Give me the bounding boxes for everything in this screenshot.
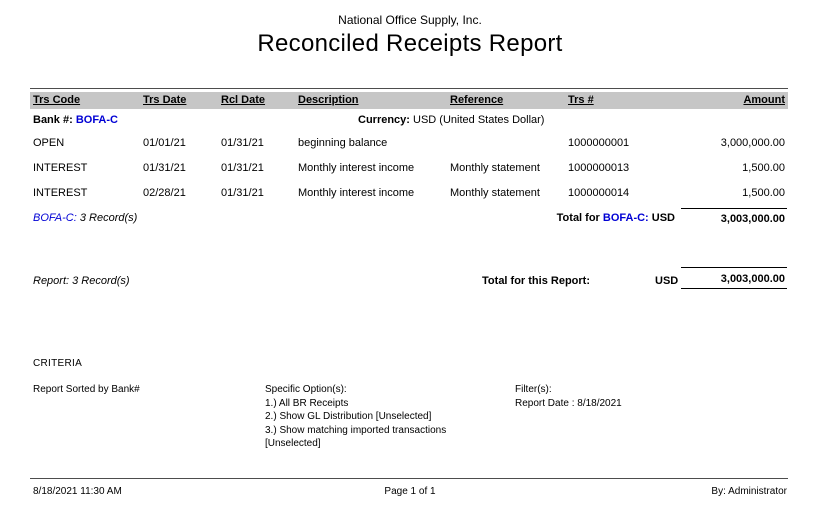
currency-block — [358, 114, 544, 126]
footer-datetime: 8/18/2021 11:30 AM — [33, 486, 122, 497]
cell-reference — [447, 137, 565, 149]
cell-amount: 1,500.00 — [742, 187, 785, 199]
cell-description: Monthly interest income — [298, 187, 415, 199]
report-total-label: Total for this Report: — [482, 275, 590, 287]
criteria-option-line: 2.) Show GL Distribution [Unselected] — [265, 411, 432, 422]
table-header-row — [30, 92, 788, 109]
group-total-prefix: Total for — [556, 212, 603, 224]
cell-rcl-date: 01/31/21 — [221, 187, 264, 199]
report-total-currency: USD — [655, 275, 679, 287]
cell-trs-num: 1000000014 — [568, 187, 630, 199]
header-description: Description — [298, 94, 359, 106]
header-amount: Amount — [743, 94, 785, 106]
cell-trs-num: 1000000001 — [568, 137, 630, 149]
header-rcl-date: Rcl Date — [221, 94, 266, 106]
bank-group-footer — [0, 208, 820, 234]
report-record-count: Report: 3 Record(s) — [33, 275, 130, 287]
footer-generated-by: By: Administrator — [711, 486, 787, 497]
group-bank-code-link[interactable]: BOFA-C: — [33, 212, 77, 224]
group-total-label — [557, 212, 675, 224]
table-row — [30, 162, 788, 174]
group-records-text: 3 Record(s) — [79, 212, 138, 224]
bank-label: Bank #: — [33, 114, 73, 126]
cell-trs-date: 01/01/21 — [143, 137, 186, 149]
table-row — [30, 137, 788, 149]
criteria-sorted-by: Report Sorted by Bank# — [33, 384, 140, 395]
cell-rcl-date: 01/31/21 — [221, 137, 264, 149]
cell-trs-code: OPEN — [33, 137, 65, 149]
report-total-amount: 3,003,000.00 — [681, 267, 787, 289]
criteria-option-line: 1.) All BR Receipts — [265, 397, 349, 409]
cell-reference: Monthly statement — [450, 187, 540, 199]
cell-amount: 3,000,000.00 — [720, 137, 785, 149]
header-reference: Reference — [450, 94, 504, 106]
criteria-filter-value: Report Date : 8/18/2021 — [515, 397, 622, 409]
header-trs-num: Trs # — [568, 94, 594, 106]
criteria-option-line: 3.) Show matching imported transactions — [265, 424, 447, 436]
criteria-heading: CRITERIA — [33, 358, 83, 369]
group-record-count — [33, 212, 137, 224]
group-total-amount: 3,003,000.00 — [681, 208, 787, 227]
header-trs-code: Trs Code — [33, 94, 81, 106]
criteria-option-line: [Unselected] — [265, 438, 321, 449]
currency-value: USD (United States Dollar) — [413, 114, 545, 126]
criteria-filters-block — [515, 383, 622, 410]
header-trs-date: Trs Date — [143, 94, 187, 106]
criteria-filters-title: Filter(s): — [515, 384, 552, 395]
cell-reference: Monthly statement — [450, 162, 540, 174]
report-title: Reconciled Receipts Report — [257, 30, 563, 57]
header-divider — [30, 88, 788, 89]
footer-page-number: Page 1 of 1 — [384, 486, 436, 497]
cell-description: Monthly interest income — [298, 162, 415, 174]
cell-trs-date: 01/31/21 — [143, 162, 186, 174]
group-total-suffix: USD — [648, 212, 675, 224]
cell-amount: 1,500.00 — [742, 162, 785, 174]
footer-divider — [30, 478, 788, 479]
cell-trs-code: INTEREST — [33, 162, 88, 174]
cell-rcl-date: 01/31/21 — [221, 162, 264, 174]
cell-trs-num: 1000000013 — [568, 162, 630, 174]
criteria-options-title: Specific Option(s): — [265, 384, 347, 395]
cell-trs-date: 02/28/21 — [143, 187, 186, 199]
table-row — [30, 187, 788, 199]
currency-label: Currency: — [358, 114, 410, 126]
cell-description: beginning balance — [298, 137, 388, 149]
company-name: National Office Supply, Inc. — [338, 13, 482, 27]
criteria-options-block — [265, 383, 446, 451]
bank-code-link[interactable]: BOFA-C — [75, 114, 118, 126]
group-total-bank-link[interactable]: BOFA-C: — [602, 212, 649, 224]
report-total-row — [0, 267, 820, 295]
cell-trs-code: INTEREST — [33, 187, 88, 199]
bank-group-row — [30, 114, 788, 126]
